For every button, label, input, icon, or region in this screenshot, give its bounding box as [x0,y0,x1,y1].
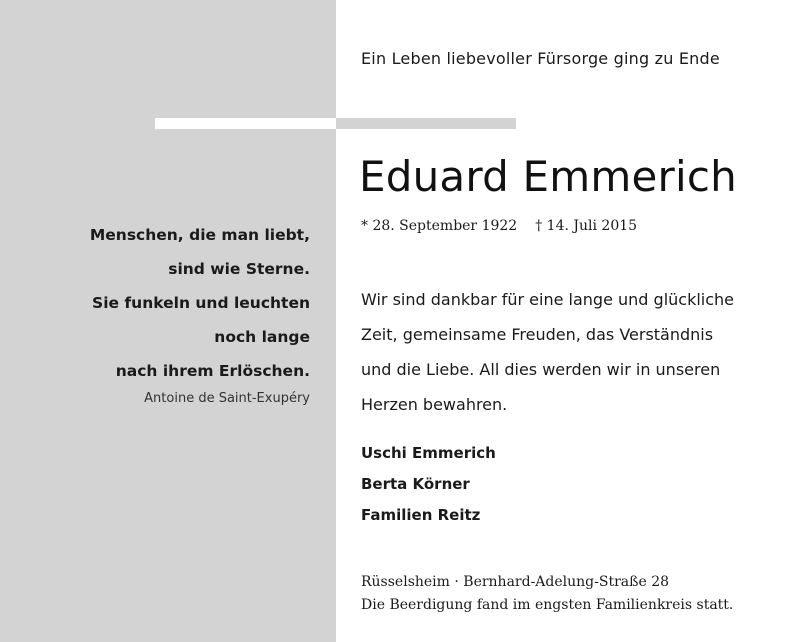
quote-line: Sie funkeln und leuchten [92,294,310,312]
message-block [361,282,781,422]
signer-name: Uschi Emmerich [361,444,496,462]
quote-line: nach ihrem Erlöschen. [115,362,310,380]
signers-list [361,438,496,531]
headline: Ein Leben liebevoller Fürsorge ging zu Ende [361,49,720,68]
cross-bar-right [336,118,516,129]
footer-note: Die Beerdigung fand im engsten Familienkreis statt. [361,597,734,613]
footer-block [361,571,733,617]
message-line: Herzen bewahren. [361,395,508,414]
signer-name: Berta Körner [361,475,470,493]
life-dates [361,218,637,234]
message-line: Zeit, gemeinsame Freuden, das Verständnis [361,325,714,344]
deceased-name: Eduard Emmerich [359,152,737,201]
cross-bar-left [155,118,336,129]
quote-block [10,218,310,406]
quote-author: Antoine de Saint-Exupéry [144,391,310,406]
message-line: und die Liebe. All dies werden wir in unseren [361,360,721,379]
birth-date: * 28. September 1922 [361,218,518,234]
death-date: † 14. Juli 2015 [535,218,638,234]
footer-address: Rüsselsheim · Bernhard-Adelung-Straße 28 [361,574,670,590]
quote-line: noch lange [214,328,310,346]
signer-name: Familien Reitz [361,506,481,524]
quote-line: sind wie Sterne. [168,260,310,278]
quote-line: Menschen, die man liebt, [89,226,310,244]
message-line: Wir sind dankbar für eine lange und glückliche [361,290,735,309]
